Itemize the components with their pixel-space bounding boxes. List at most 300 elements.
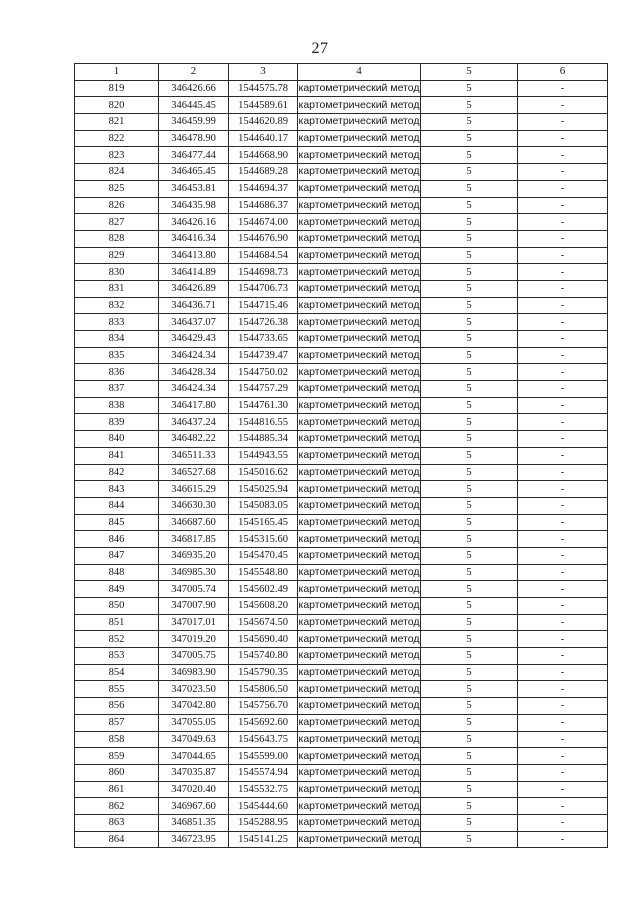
table-row — [75, 180, 608, 197]
column-header-3: 3 — [229, 64, 298, 81]
method-cell: картометрический метод — [298, 164, 421, 181]
accuracy-cell: 5 — [421, 598, 518, 615]
x-coordinate-cell: 346424.34 — [159, 347, 229, 364]
method-cell: картометрический метод — [298, 781, 421, 798]
y-coordinate-cell: 1545756.70 — [229, 698, 298, 715]
note-cell: - — [518, 397, 608, 414]
accuracy-cell: 5 — [421, 564, 518, 581]
table-row — [75, 331, 608, 348]
note-cell: - — [518, 431, 608, 448]
method-cell: картометрический метод — [298, 698, 421, 715]
x-coordinate-cell: 346426.16 — [159, 214, 229, 231]
accuracy-cell: 5 — [421, 531, 518, 548]
accuracy-cell: 5 — [421, 731, 518, 748]
table-row — [75, 397, 608, 414]
table-row — [75, 314, 608, 331]
x-coordinate-cell: 346424.34 — [159, 381, 229, 398]
method-cell: картометрический метод — [298, 648, 421, 665]
x-coordinate-cell: 346437.24 — [159, 414, 229, 431]
point-number-cell: 824 — [75, 164, 159, 181]
note-cell: - — [518, 114, 608, 131]
point-number-cell: 835 — [75, 347, 159, 364]
point-number-cell: 861 — [75, 781, 159, 798]
table-row — [75, 631, 608, 648]
point-number-cell: 853 — [75, 648, 159, 665]
accuracy-cell: 5 — [421, 481, 518, 498]
point-number-cell: 850 — [75, 598, 159, 615]
point-number-cell: 846 — [75, 531, 159, 548]
y-coordinate-cell: 1544575.78 — [229, 80, 298, 97]
y-coordinate-cell: 1544750.02 — [229, 364, 298, 381]
accuracy-cell: 5 — [421, 130, 518, 147]
point-number-cell: 819 — [75, 80, 159, 97]
x-coordinate-cell: 346477.44 — [159, 147, 229, 164]
note-cell: - — [518, 664, 608, 681]
table-row — [75, 681, 608, 698]
accuracy-cell: 5 — [421, 114, 518, 131]
x-coordinate-cell: 346983.90 — [159, 664, 229, 681]
accuracy-cell: 5 — [421, 464, 518, 481]
method-cell: картометрический метод — [298, 714, 421, 731]
x-coordinate-cell: 347020.40 — [159, 781, 229, 798]
y-coordinate-cell: 1544640.17 — [229, 130, 298, 147]
y-coordinate-cell: 1545599.00 — [229, 748, 298, 765]
method-cell: картометрический метод — [298, 431, 421, 448]
y-coordinate-cell: 1545740.80 — [229, 648, 298, 665]
note-cell: - — [518, 180, 608, 197]
method-cell: картометрический метод — [298, 381, 421, 398]
method-cell: картометрический метод — [298, 297, 421, 314]
y-coordinate-cell: 1544761.30 — [229, 397, 298, 414]
table-row — [75, 698, 608, 715]
point-number-cell: 842 — [75, 464, 159, 481]
y-coordinate-cell: 1545692.60 — [229, 714, 298, 731]
method-cell: картометрический метод — [298, 331, 421, 348]
y-coordinate-cell: 1544816.55 — [229, 414, 298, 431]
point-number-cell: 832 — [75, 297, 159, 314]
point-number-cell: 829 — [75, 247, 159, 264]
accuracy-cell: 5 — [421, 581, 518, 598]
point-number-cell: 833 — [75, 314, 159, 331]
note-cell: - — [518, 347, 608, 364]
note-cell: - — [518, 497, 608, 514]
table-row — [75, 547, 608, 564]
method-cell: картометрический метод — [298, 798, 421, 815]
y-coordinate-cell: 1545141.25 — [229, 831, 298, 848]
note-cell: - — [518, 314, 608, 331]
page-number: 27 — [311, 40, 329, 57]
y-coordinate-cell: 1545608.20 — [229, 598, 298, 615]
note-cell: - — [518, 230, 608, 247]
x-coordinate-cell: 347005.74 — [159, 581, 229, 598]
table-row — [75, 781, 608, 798]
method-cell: картометрический метод — [298, 464, 421, 481]
accuracy-cell: 5 — [421, 247, 518, 264]
table-row — [75, 581, 608, 598]
column-header-1: 1 — [75, 64, 159, 81]
y-coordinate-cell: 1545083.05 — [229, 497, 298, 514]
point-number-cell: 840 — [75, 431, 159, 448]
x-coordinate-cell: 346527.68 — [159, 464, 229, 481]
point-number-cell: 864 — [75, 831, 159, 848]
y-coordinate-cell: 1545532.75 — [229, 781, 298, 798]
x-coordinate-cell: 347042.80 — [159, 698, 229, 715]
table-row — [75, 114, 608, 131]
point-number-cell: 847 — [75, 547, 159, 564]
y-coordinate-cell: 1544733.65 — [229, 331, 298, 348]
x-coordinate-cell: 346428.34 — [159, 364, 229, 381]
point-number-cell: 858 — [75, 731, 159, 748]
table-row — [75, 798, 608, 815]
note-cell: - — [518, 381, 608, 398]
table-row — [75, 230, 608, 247]
accuracy-cell: 5 — [421, 431, 518, 448]
accuracy-cell: 5 — [421, 631, 518, 648]
point-number-cell: 837 — [75, 381, 159, 398]
x-coordinate-cell: 346413.80 — [159, 247, 229, 264]
note-cell: - — [518, 464, 608, 481]
point-number-cell: 859 — [75, 748, 159, 765]
method-cell: картометрический метод — [298, 581, 421, 598]
accuracy-cell: 5 — [421, 748, 518, 765]
table-row — [75, 731, 608, 748]
x-coordinate-cell: 346985.30 — [159, 564, 229, 581]
y-coordinate-cell: 1545444.60 — [229, 798, 298, 815]
table-row — [75, 814, 608, 831]
y-coordinate-cell: 1544668.90 — [229, 147, 298, 164]
accuracy-cell: 5 — [421, 147, 518, 164]
accuracy-cell: 5 — [421, 681, 518, 698]
x-coordinate-cell: 347035.87 — [159, 764, 229, 781]
point-number-cell: 854 — [75, 664, 159, 681]
accuracy-cell: 5 — [421, 314, 518, 331]
point-number-cell: 830 — [75, 264, 159, 281]
x-coordinate-cell: 347055.05 — [159, 714, 229, 731]
accuracy-cell: 5 — [421, 197, 518, 214]
point-number-cell: 843 — [75, 481, 159, 498]
x-coordinate-cell: 346817.85 — [159, 531, 229, 548]
method-cell: картометрический метод — [298, 347, 421, 364]
column-header-4: 4 — [298, 64, 421, 81]
method-cell: картометрический метод — [298, 197, 421, 214]
table-row — [75, 80, 608, 97]
note-cell: - — [518, 814, 608, 831]
accuracy-cell: 5 — [421, 214, 518, 231]
accuracy-cell: 5 — [421, 831, 518, 848]
y-coordinate-cell: 1545674.50 — [229, 614, 298, 631]
method-cell: картометрический метод — [298, 180, 421, 197]
x-coordinate-cell: 346453.81 — [159, 180, 229, 197]
point-number-cell: 855 — [75, 681, 159, 698]
method-cell: картометрический метод — [298, 497, 421, 514]
method-cell: картометрический метод — [298, 447, 421, 464]
x-coordinate-cell: 347044.65 — [159, 748, 229, 765]
point-number-cell: 862 — [75, 798, 159, 815]
note-cell: - — [518, 798, 608, 815]
note-cell: - — [518, 481, 608, 498]
x-coordinate-cell: 346511.33 — [159, 447, 229, 464]
point-number-cell: 823 — [75, 147, 159, 164]
table-row — [75, 147, 608, 164]
table-row — [75, 714, 608, 731]
accuracy-cell: 5 — [421, 814, 518, 831]
method-cell: картометрический метод — [298, 764, 421, 781]
accuracy-cell: 5 — [421, 414, 518, 431]
method-cell: картометрический метод — [298, 230, 421, 247]
method-cell: картометрический метод — [298, 481, 421, 498]
table-row — [75, 598, 608, 615]
note-cell: - — [518, 147, 608, 164]
table-row — [75, 97, 608, 114]
note-cell: - — [518, 247, 608, 264]
accuracy-cell: 5 — [421, 264, 518, 281]
x-coordinate-cell: 346851.35 — [159, 814, 229, 831]
y-coordinate-cell: 1545288.95 — [229, 814, 298, 831]
note-cell: - — [518, 681, 608, 698]
method-cell: картометрический метод — [298, 114, 421, 131]
note-cell: - — [518, 297, 608, 314]
y-coordinate-cell: 1544739.47 — [229, 347, 298, 364]
note-cell: - — [518, 264, 608, 281]
accuracy-cell: 5 — [421, 648, 518, 665]
point-number-cell: 851 — [75, 614, 159, 631]
method-cell: картометрический метод — [298, 130, 421, 147]
note-cell: - — [518, 764, 608, 781]
method-cell: картометрический метод — [298, 364, 421, 381]
accuracy-cell: 5 — [421, 364, 518, 381]
method-cell: картометрический метод — [298, 280, 421, 297]
note-cell: - — [518, 731, 608, 748]
note-cell: - — [518, 581, 608, 598]
accuracy-cell: 5 — [421, 714, 518, 731]
note-cell: - — [518, 97, 608, 114]
note-cell: - — [518, 748, 608, 765]
accuracy-cell: 5 — [421, 547, 518, 564]
y-coordinate-cell: 1545806.50 — [229, 681, 298, 698]
y-coordinate-cell: 1544715.46 — [229, 297, 298, 314]
x-coordinate-cell: 346630.30 — [159, 497, 229, 514]
column-header-6: 6 — [518, 64, 608, 81]
table-row — [75, 381, 608, 398]
method-cell: картометрический метод — [298, 80, 421, 97]
x-coordinate-cell: 346465.45 — [159, 164, 229, 181]
accuracy-cell: 5 — [421, 447, 518, 464]
accuracy-cell: 5 — [421, 97, 518, 114]
accuracy-cell: 5 — [421, 798, 518, 815]
table-row — [75, 197, 608, 214]
y-coordinate-cell: 1545470.45 — [229, 547, 298, 564]
y-coordinate-cell: 1545315.60 — [229, 531, 298, 548]
method-cell: картометрический метод — [298, 314, 421, 331]
x-coordinate-cell: 346459.99 — [159, 114, 229, 131]
x-coordinate-cell: 346445.45 — [159, 97, 229, 114]
point-number-cell: 827 — [75, 214, 159, 231]
method-cell: картометрический метод — [298, 247, 421, 264]
table-row — [75, 130, 608, 147]
accuracy-cell: 5 — [421, 514, 518, 531]
point-number-cell: 856 — [75, 698, 159, 715]
accuracy-cell: 5 — [421, 331, 518, 348]
table-row — [75, 214, 608, 231]
x-coordinate-cell: 346482.22 — [159, 431, 229, 448]
accuracy-cell: 5 — [421, 180, 518, 197]
accuracy-cell: 5 — [421, 764, 518, 781]
method-cell: картометрический метод — [298, 664, 421, 681]
accuracy-cell: 5 — [421, 230, 518, 247]
table-row — [75, 431, 608, 448]
y-coordinate-cell: 1544757.29 — [229, 381, 298, 398]
point-number-cell: 831 — [75, 280, 159, 297]
note-cell: - — [518, 698, 608, 715]
method-cell: картометрический метод — [298, 97, 421, 114]
point-number-cell: 857 — [75, 714, 159, 731]
y-coordinate-cell: 1544943.55 — [229, 447, 298, 464]
note-cell: - — [518, 781, 608, 798]
note-cell: - — [518, 197, 608, 214]
note-cell: - — [518, 598, 608, 615]
note-cell: - — [518, 714, 608, 731]
note-cell: - — [518, 364, 608, 381]
method-cell: картометрический метод — [298, 564, 421, 581]
point-number-cell: 820 — [75, 97, 159, 114]
accuracy-cell: 5 — [421, 664, 518, 681]
y-coordinate-cell: 1544689.28 — [229, 164, 298, 181]
y-coordinate-cell: 1545548.80 — [229, 564, 298, 581]
x-coordinate-cell: 347007.90 — [159, 598, 229, 615]
method-cell: картометрический метод — [298, 614, 421, 631]
table-row — [75, 531, 608, 548]
method-cell: картометрический метод — [298, 731, 421, 748]
accuracy-cell: 5 — [421, 698, 518, 715]
note-cell: - — [518, 514, 608, 531]
method-cell: картометрический метод — [298, 531, 421, 548]
point-number-cell: 852 — [75, 631, 159, 648]
accuracy-cell: 5 — [421, 280, 518, 297]
y-coordinate-cell: 1544684.54 — [229, 247, 298, 264]
column-header-2: 2 — [159, 64, 229, 81]
accuracy-cell: 5 — [421, 781, 518, 798]
accuracy-cell: 5 — [421, 381, 518, 398]
table-body — [75, 80, 608, 848]
method-cell: картометрический метод — [298, 547, 421, 564]
method-cell: картометрический метод — [298, 414, 421, 431]
point-number-cell: 841 — [75, 447, 159, 464]
table-row — [75, 481, 608, 498]
x-coordinate-cell: 346416.34 — [159, 230, 229, 247]
point-number-cell: 848 — [75, 564, 159, 581]
x-coordinate-cell: 346437.07 — [159, 314, 229, 331]
x-coordinate-cell: 347019.20 — [159, 631, 229, 648]
note-cell: - — [518, 331, 608, 348]
coordinates-table — [74, 63, 608, 848]
y-coordinate-cell: 1544676.90 — [229, 230, 298, 247]
x-coordinate-cell: 346426.66 — [159, 80, 229, 97]
table-row — [75, 464, 608, 481]
method-cell: картометрический метод — [298, 631, 421, 648]
table-row — [75, 364, 608, 381]
table-row — [75, 164, 608, 181]
method-cell: картометрический метод — [298, 264, 421, 281]
point-number-cell: 836 — [75, 364, 159, 381]
point-number-cell: 822 — [75, 130, 159, 147]
y-coordinate-cell: 1544726.38 — [229, 314, 298, 331]
y-coordinate-cell: 1545790.35 — [229, 664, 298, 681]
note-cell: - — [518, 547, 608, 564]
note-cell: - — [518, 130, 608, 147]
y-coordinate-cell: 1545165.45 — [229, 514, 298, 531]
note-cell: - — [518, 280, 608, 297]
point-number-cell: 860 — [75, 764, 159, 781]
table-row — [75, 831, 608, 848]
method-cell: картометрический метод — [298, 514, 421, 531]
point-number-cell: 845 — [75, 514, 159, 531]
x-coordinate-cell: 347023.50 — [159, 681, 229, 698]
table-row — [75, 447, 608, 464]
y-coordinate-cell: 1544885.34 — [229, 431, 298, 448]
table-row — [75, 264, 608, 281]
note-cell: - — [518, 414, 608, 431]
note-cell: - — [518, 164, 608, 181]
table-row — [75, 514, 608, 531]
method-cell: картометрический метод — [298, 397, 421, 414]
method-cell: картометрический метод — [298, 831, 421, 848]
y-coordinate-cell: 1545016.62 — [229, 464, 298, 481]
table-row — [75, 414, 608, 431]
point-number-cell: 839 — [75, 414, 159, 431]
accuracy-cell: 5 — [421, 347, 518, 364]
x-coordinate-cell: 347005.75 — [159, 648, 229, 665]
x-coordinate-cell: 346935.20 — [159, 547, 229, 564]
header-row — [75, 64, 608, 81]
accuracy-cell: 5 — [421, 497, 518, 514]
y-coordinate-cell: 1544694.37 — [229, 180, 298, 197]
table-row — [75, 764, 608, 781]
note-cell: - — [518, 631, 608, 648]
table-row — [75, 648, 608, 665]
note-cell: - — [518, 648, 608, 665]
table-row — [75, 664, 608, 681]
point-number-cell: 821 — [75, 114, 159, 131]
method-cell: картометрический метод — [298, 147, 421, 164]
y-coordinate-cell: 1545574.94 — [229, 764, 298, 781]
x-coordinate-cell: 347017.01 — [159, 614, 229, 631]
accuracy-cell: 5 — [421, 297, 518, 314]
method-cell: картометрический метод — [298, 814, 421, 831]
point-number-cell: 826 — [75, 197, 159, 214]
x-coordinate-cell: 346435.98 — [159, 197, 229, 214]
x-coordinate-cell: 346967.60 — [159, 798, 229, 815]
point-number-cell: 838 — [75, 397, 159, 414]
y-coordinate-cell: 1545643.75 — [229, 731, 298, 748]
table-row — [75, 297, 608, 314]
table-row — [75, 497, 608, 514]
method-cell: картометрический метод — [298, 681, 421, 698]
note-cell: - — [518, 831, 608, 848]
x-coordinate-cell: 346414.89 — [159, 264, 229, 281]
y-coordinate-cell: 1544686.37 — [229, 197, 298, 214]
y-coordinate-cell: 1544706.73 — [229, 280, 298, 297]
x-coordinate-cell: 346615.29 — [159, 481, 229, 498]
point-number-cell: 834 — [75, 331, 159, 348]
x-coordinate-cell: 346429.43 — [159, 331, 229, 348]
y-coordinate-cell: 1544589.61 — [229, 97, 298, 114]
x-coordinate-cell: 346478.90 — [159, 130, 229, 147]
x-coordinate-cell: 347049.63 — [159, 731, 229, 748]
y-coordinate-cell: 1544698.73 — [229, 264, 298, 281]
method-cell: картометрический метод — [298, 214, 421, 231]
table-row — [75, 280, 608, 297]
point-number-cell: 863 — [75, 814, 159, 831]
